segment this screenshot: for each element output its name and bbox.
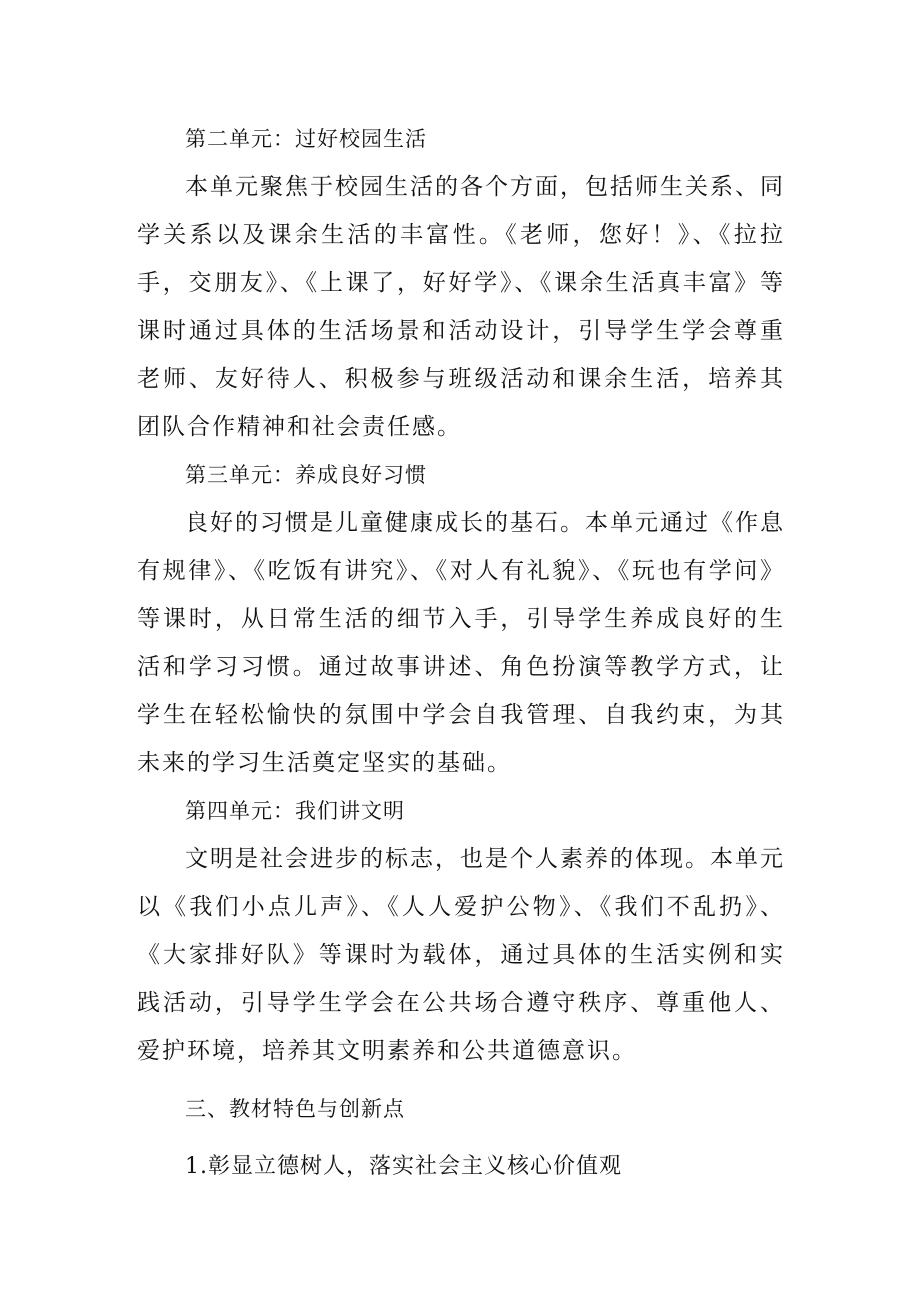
unit-2-heading: 第二单元：过好校园生活 bbox=[185, 127, 427, 151]
unit-3-heading: 第三单元：养成良好习惯 bbox=[185, 463, 427, 487]
subsection-heading: 1.彰显立德树人，落实社会主义核心价值观 bbox=[185, 1154, 622, 1179]
unit-4-heading: 第四单元：我们讲文明 bbox=[185, 799, 405, 823]
unit-2-paragraph: 本单元聚焦于校园生活的各个方面，包括师生关系、同学关系以及课余生活的丰富性。《老师，您好！》、《拉拉手，交朋友》、《上课了，好好学》、《课余生活真丰富》等课时通过具体的生活场景和活动设计，引导学生学会尊重老师、友好待人、积极参与班级活动和课余生活，培养其团队合作精神和社会责任感。 bbox=[137, 174, 785, 440]
section-heading: 三、教材特色与创新点 bbox=[185, 1097, 405, 1121]
unit-4-paragraph: 文明是社会进步的标志，也是个人素养的体现。本单元以《我们小点儿声》、《人人爱护公物》、《我们不乱扔》、《大家排好队》等课时为载体，通过具体的生活实例和实践活动，引导学生学会在公共场合遵守秩序、尊重他人、爱护环境，培养其文明素养和公共道德意识。 bbox=[137, 846, 785, 1064]
unit-3-paragraph: 良好的习惯是儿童健康成长的基石。本单元通过《作息有规律》、《吃饭有讲究》、《对人有礼貌》、《玩也有学问》等课时，从日常生活的细节入手，引导学生养成良好的生活和学习习惯。通过故事讲述、角色扮演等教学方式，让学生在轻松愉快的氛围中学会自我管理、自我约束，为其未来的学习生活奠定坚实的基础。 bbox=[137, 510, 785, 776]
document-body bbox=[137, 115, 785, 1191]
